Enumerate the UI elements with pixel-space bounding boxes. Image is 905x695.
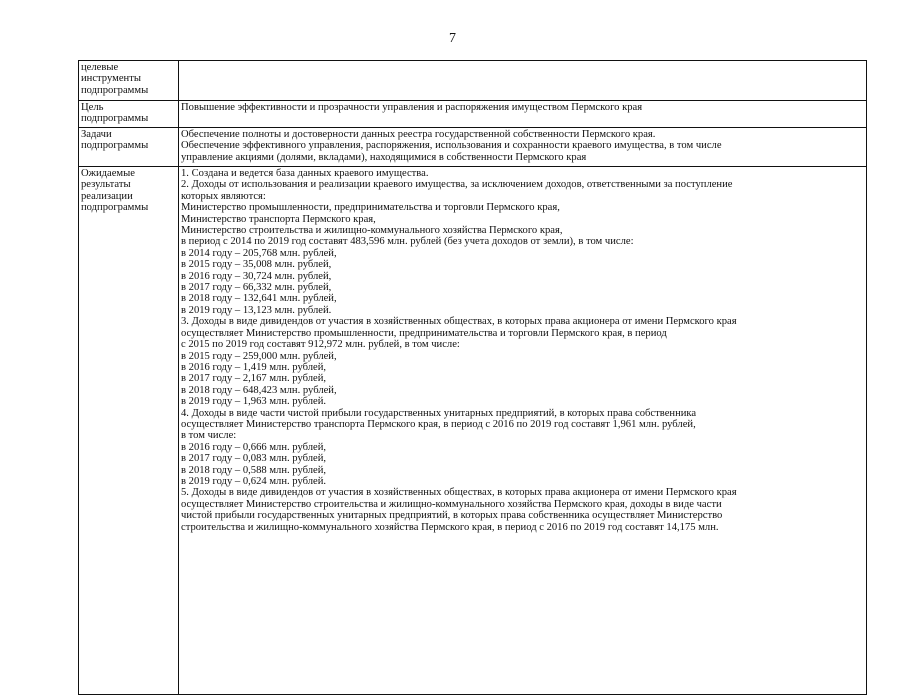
row-content-line: Министерство промышленности, предпринимательства и торговли Пермского края, (181, 202, 560, 214)
table-body (79, 61, 867, 695)
row-content-line: с 2015 по 2019 год составят 912,972 млн. рублей, в том числе: (181, 339, 460, 351)
row-content-line: Повышение эффективности и прозрачности управления и распоряжения имуществом Пермского края (181, 102, 643, 113)
row-content-line: которых являются: (181, 190, 266, 202)
table-row (79, 167, 867, 695)
row-content-line: строительства и жилищно-коммунального хозяйства Пермского края, в период с 2016 по 2019 год составят 14,175 млн. (181, 521, 719, 533)
row-content-cell (179, 61, 867, 101)
row-content-line: осуществляет Министерство строительства и жилищно-коммунального хозяйства Пермского края, доходы в виде части (181, 498, 722, 510)
row-label-line: целевые (81, 62, 119, 73)
row-label-cell (79, 128, 179, 167)
row-content-line: 3. Доходы в виде дивидендов от участия в хозяйственных обществах, в которых права акционера от имени Пермского края (181, 316, 737, 328)
row-content-line: в 2017 году – 66,332 млн. рублей, (181, 282, 332, 294)
row-content-line: Обеспечение полноты и достоверности данных реестра государственной собственности Пермского края. (181, 129, 656, 140)
subprogram-passport-table (78, 60, 867, 695)
row-label-line: Ожидаемые (81, 168, 135, 179)
row-content-line: в 2016 году – 1,419 млн. рублей, (181, 361, 327, 373)
row-content-line: в 2015 году – 35,008 млн. рублей, (181, 259, 332, 271)
row-content-line: управление акциями (долями, вкладами), находящимися в собственности Пермского края (181, 151, 587, 163)
row-label-line: Задачи (81, 129, 112, 140)
row-label-line: подпрограммы (81, 140, 149, 152)
row-content-line: Обеспечение эффективного управления, распоряжения, использования и сохранности краевого имущества, в том числе (181, 140, 722, 152)
row-content-cell (179, 167, 867, 695)
row-content-line: в 2018 году – 132,641 млн. рублей, (181, 293, 337, 305)
row-label-line: Цель (81, 102, 104, 113)
content-wrapper (181, 168, 864, 694)
table-row (79, 101, 867, 128)
row-content-cell (179, 128, 867, 167)
row-content-line: 2. Доходы от использования и реализации краевого имущества, за исключением доходов, ответственными за поступление (181, 179, 733, 191)
row-content-line: в период с 2014 по 2019 год составят 483,596 млн. рублей (без учета доходов от земли), в том числе: (181, 236, 634, 248)
table-row (79, 128, 867, 167)
row-label-line: подпрограммы (81, 113, 149, 125)
row-content-line: в 2019 году – 1,963 млн. рублей. (181, 396, 327, 408)
page-number: 7 (449, 31, 456, 46)
row-content-line: в 2014 году – 205,768 млн. рублей, (181, 247, 337, 259)
row-content-line: 4. Доходы в виде части чистой прибыли государственных унитарных предприятий, в которых права собственника (181, 407, 697, 419)
row-content-line: в 2017 году – 0,083 млн. рублей, (181, 453, 327, 465)
row-content-line: 1. Создана и ведется база данных краевого имущества. (181, 168, 429, 179)
row-label-cell (79, 101, 179, 128)
row-content-line: в 2019 году – 13,123 млн. рублей. (181, 304, 332, 316)
row-content-line: в 2016 году – 30,724 млн. рублей, (181, 270, 332, 282)
row-label-cell (79, 167, 179, 695)
row-label-line: подпрограммы (81, 84, 149, 96)
row-content-line: осуществляет Министерство транспорта Пермского края, в период с 2016 по 2019 год составят 1,961 млн. рублей, (181, 418, 696, 430)
row-content-line: в 2018 году – 648,423 млн. рублей, (181, 384, 337, 396)
row-content-line: в 2017 году – 2,167 млн. рублей, (181, 373, 327, 385)
row-content-line: в 2015 году – 259,000 млн. рублей, (181, 350, 337, 362)
row-label-line: подпрограммы (81, 202, 149, 214)
table-row (79, 61, 867, 101)
row-label-line: реализации (81, 190, 133, 202)
row-content-line: чистой прибыли государственных унитарных предприятий, в которых права собственника осуществляет Министерство (181, 510, 723, 522)
row-content-cell (179, 101, 867, 128)
row-content-line: в 2019 году – 0,624 млн. рублей. (181, 475, 327, 487)
row-content-line: осуществляет Министерство промышленности, предпринимательства и торговли Пермского края, в период (181, 327, 667, 339)
row-content-line: Министерство строительства и жилищно-коммунального хозяйства Пермского края, (181, 225, 563, 237)
row-label-line: инструменты (81, 73, 141, 85)
row-content-line: в 2018 году – 0,588 млн. рублей, (181, 464, 327, 476)
row-label-cell (79, 61, 179, 101)
row-label-line: результаты (81, 179, 131, 191)
row-content-line: 5. Доходы в виде дивидендов от участия в хозяйственных обществах, в которых права акционера от имени Пермского края (181, 487, 737, 499)
row-content-line: в том числе: (181, 430, 237, 442)
row-content-line: Министерство транспорта Пермского края, (181, 213, 376, 225)
row-content-line: в 2016 году – 0,666 млн. рублей, (181, 441, 327, 453)
